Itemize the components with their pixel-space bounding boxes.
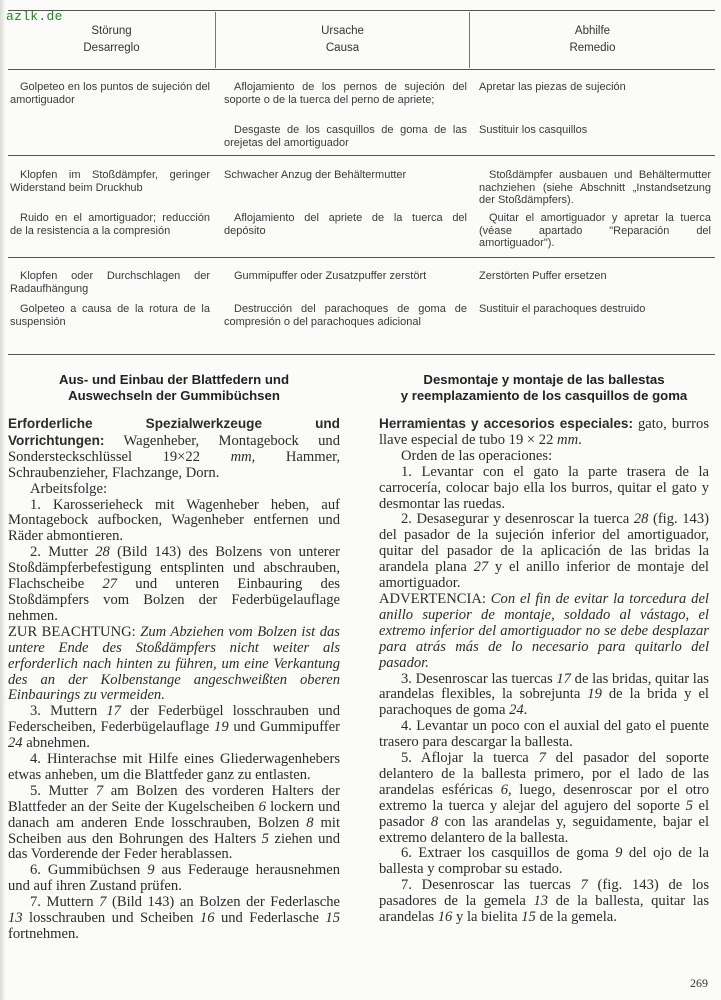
cell-remedy: Apretar las piezas de sujeción: [479, 81, 626, 93]
step-6: [8, 863, 340, 895]
text: , Hammer, Schraubenzieher, Flachzange, Dorn.: [8, 448, 341, 481]
text: Wagenheber, Montagebock und Sondersteckschlüssel 19×22: [8, 432, 340, 465]
cell-cause: Desgaste de los casquillos de goma de las orejetas del amortiguador: [224, 124, 467, 149]
text: 6. Gummibüchsen: [30, 862, 148, 879]
note-text: Zum Abziehen vom Bolzen ist das untere Ende des Stoßdämpfers nicht weiter als erforderlich nach hinten zu führen, um eine Verkantung des an der Kolbenstange angeschweißten oberen Einbaurings zu vermeiden.: [8, 623, 340, 704]
step-1: 1. Levantar con el gato la parte trasera de la carrocería, colocar bajo ella los burros, quitar el gato y desmontar las ruedas.: [379, 463, 709, 512]
cell-problem: Klopfen im Stoßdämpfer, geringer Widerstand beim Druckhub: [10, 169, 210, 194]
table-bottom-rule: [8, 354, 715, 355]
row-divider: [8, 257, 715, 258]
header-cause: [215, 12, 470, 68]
text: , luego, desenroscar por el otro extremo la tuerca y alejar del agujero del soporte: [379, 781, 709, 814]
text: 2. Mutter: [30, 544, 96, 561]
step-3: [379, 672, 709, 720]
note: [379, 592, 709, 672]
cell-remedy: Sustituir el parachoques destruido: [479, 303, 646, 315]
text: mit Scheiben aus den Bohrungen des Halters: [8, 814, 341, 847]
tools-label: Erforderliche Spezialwerkzeuge und Vorrichtungen:: [8, 416, 340, 448]
text: (Bild 143) an Bolzen der Federlasche: [106, 894, 341, 911]
cell-problem: Klopfen oder Durchschlagen der Radaufhängung: [10, 270, 210, 295]
header-label-de: Ursache: [321, 25, 364, 37]
text: und unteren Einbauring des Stoßdämpfers vom Bolzen der Federbügelauflage nehmen.: [8, 576, 340, 624]
step-3: [8, 704, 340, 752]
header-label-es: Causa: [325, 42, 360, 54]
step-7: [379, 878, 709, 926]
header-problem: [8, 12, 215, 68]
tools-paragraph: [379, 416, 709, 449]
column-german: [8, 372, 340, 943]
part-number: 24: [8, 735, 23, 752]
part-number: 13: [8, 910, 23, 927]
text: am Bolzen des vorderen Halters der Blattfeder an der Seite der Kugelscheiben: [8, 782, 340, 815]
table-row: [10, 303, 711, 328]
text: der Federbügel losschrauben und Federscheiben, Federbügelauflage: [8, 703, 340, 736]
part-number: 9: [615, 845, 623, 862]
part-number: 13: [533, 893, 549, 910]
part-number: 24: [509, 702, 524, 719]
text: .: [578, 431, 582, 448]
text: und Gummipuffer: [228, 719, 340, 736]
text: 5. Mutter: [30, 782, 96, 799]
step-5: [379, 751, 709, 846]
part-number: 28: [633, 511, 649, 528]
note-text: Con el fin de evitar la torcedura del anillo superior de montaje, soldado al vástago, el extremo inferior del amortiguador no se debe desplazar para atrás más de lo necesario para quitarlo del pasador.: [379, 590, 709, 671]
cell-problem: Ruido en el amortiguador; reducción de la resistencia a la compresión: [10, 212, 210, 237]
table-row: [10, 270, 711, 295]
text: und Federlasche: [214, 910, 326, 927]
text: 7. Desenroscar las tuercas: [401, 877, 581, 894]
part-number: 5: [685, 797, 693, 814]
text: .: [523, 702, 528, 719]
text: 3. Muttern: [30, 703, 107, 720]
part-number: 9: [147, 862, 155, 879]
part-number: 7: [538, 750, 546, 767]
header-remedy: [470, 12, 715, 68]
cell-empty: [10, 124, 210, 149]
text: fortnehmen.: [8, 926, 79, 942]
part-number: 27: [473, 559, 489, 576]
note-label: ADVERTENCIA:: [379, 590, 491, 607]
text: el pasador: [379, 797, 710, 830]
part-number: 8: [306, 814, 314, 831]
table-header-rule: [8, 69, 715, 70]
part-number: 17: [106, 703, 121, 720]
part-number: 6: [500, 781, 508, 798]
text: 7. Muttern: [30, 894, 100, 911]
cell-cause: Schwacher Anzug der Behältermutter: [224, 169, 407, 181]
text: del pasador del soporte delantero de la ballesta primero, por el lado de las arandelas esféricas: [379, 750, 709, 798]
table-row: [10, 81, 711, 106]
heading-line: y reemplazamiento de los casquillos de goma: [400, 388, 688, 403]
part-number: 5: [261, 830, 269, 847]
table-row: [10, 169, 711, 207]
cell-remedy: Stoßdämpfer ausbauen und Behältermutter nachziehen (siehe Abschnitt „Instandsetzung der Stoßdämpfers).: [479, 169, 711, 207]
part-number: 17: [556, 670, 571, 687]
cell-cause: Gummipuffer oder Zusatzpuffer zerstört: [234, 270, 427, 282]
text: 6. Extraer los casquillos de goma: [401, 845, 616, 862]
text: y la bielita: [452, 909, 522, 926]
unit: mm: [557, 431, 579, 448]
step-7: [8, 895, 340, 943]
table-top-rule: [8, 10, 715, 11]
table-row: [10, 124, 711, 149]
table-header: [8, 12, 715, 68]
text: (fig. 143) de los pasadores de la gemela: [379, 877, 709, 910]
tools-label: Herramientas y accesorios especiales:: [379, 416, 634, 431]
sequence-label: Orden de las operaciones:: [401, 447, 553, 464]
text: (fig. 143) del pasador de la sujeción inferior del amortiguador, quitar del pasador de la aplicación de las bridas la arandela plana: [379, 511, 709, 576]
tools-paragraph: [8, 416, 340, 482]
part-number: 7: [99, 894, 107, 911]
text: con las arandelas y, seguidamente, bajar el extremo delantero de la ballesta.: [379, 813, 709, 846]
text: y el anillo inferior de montaje del amortiguador.: [379, 559, 709, 592]
step-5: [8, 784, 340, 864]
text: abnehmen.: [22, 735, 90, 752]
part-number: 8: [430, 813, 439, 830]
text: de la brida y el parachoques de goma: [379, 686, 709, 719]
text: ziehen und das Vorderende der Feder herablassen.: [8, 830, 340, 863]
text: del ojo de la ballesta y comprobar su estado.: [379, 845, 709, 878]
step-4: 4. Levantar un poco con el auxial del gato el puente trasero para descargar la ballesta.: [379, 718, 709, 751]
cell-cause: Destrucción del parachoques de goma de compresión o del parachoques adicional: [224, 303, 467, 328]
note: [8, 625, 340, 705]
text: de la gemela.: [535, 909, 617, 926]
part-number: 6: [258, 798, 266, 815]
cell-remedy: Zerstörten Puffer ersetzen: [479, 270, 607, 282]
header-label-es: Desarreglo: [83, 42, 140, 54]
text: de las bridas, quitar las arandelas flexibles, la sobrejunta: [379, 670, 709, 703]
part-number: 27: [102, 576, 118, 593]
text: 5. Aflojar la tuerca: [401, 750, 539, 767]
text: 3. Desenroscar las tuercas: [401, 670, 557, 687]
step-4: 4. Hinterachse mit Hilfe eines Gliederwagenhebers etwas anheben, um die Blattfeder ganz zu entlasten.: [8, 751, 340, 783]
step-6: [379, 846, 709, 878]
section-heading: [8, 372, 340, 404]
text: lockern und danach am anderen Ende losschrauben, Bolzen: [8, 798, 340, 831]
cell-remedy: Sustituir los casquillos: [479, 124, 588, 136]
heading-line: Auswechseln der Gummibüchsen: [68, 388, 280, 403]
heading-line: Desmontaje y montaje de las ballestas: [423, 372, 665, 387]
step-1: 1. Karosserieheck mit Wagenheber heben, auf Montagebock aufbocken, Wagenheber entfernen und Räder abmontieren.: [8, 496, 340, 545]
text: (Bild 143) des Bolzens von unterer Stoßdämpferbefestigung entsplinten und abschrauben, Flachscheibe: [8, 544, 341, 593]
text: de la ballesta, quitar las arandelas: [379, 893, 710, 926]
watermark: azlk.de: [6, 9, 63, 24]
column-spanish: [379, 372, 709, 926]
header-label-es: Remedio: [569, 42, 616, 54]
text: aus Federauge herausnehmen und auf ihren Zustand prüfen.: [8, 862, 340, 895]
note-label: ZUR BEACHTUNG:: [8, 623, 141, 640]
unit: mm: [230, 448, 252, 465]
section-heading: [379, 372, 709, 404]
sequence-label: Arbeitsfolge:: [30, 480, 108, 497]
text: 2. Desasegurar y desenroscar la tuerca: [401, 511, 634, 528]
part-number: 7: [580, 877, 588, 894]
page-edge-shadow: [0, 0, 6, 1000]
text: gato, burros llave especial de tubo 19 × 22: [379, 416, 709, 448]
part-number: 28: [95, 544, 110, 561]
cell-problem: Golpeteo en los puntos de sujeción del amortiguador: [10, 81, 210, 106]
part-number: 7: [95, 782, 104, 799]
header-label-de: Abhilfe: [574, 25, 611, 37]
part-number: 15: [521, 909, 536, 926]
cell-problem: Golpeteo a causa de la rotura de la suspensión: [10, 303, 210, 328]
row-divider: [8, 155, 715, 156]
cell-remedy: Quitar el amortiguador y apretar la tuerca (véase apartado "Reparación del amortiguador").: [479, 212, 711, 250]
part-number: 16: [199, 910, 215, 927]
text: losschrauben und Scheiben: [22, 910, 200, 927]
table-row: [10, 212, 711, 250]
header-label-de: Störung: [91, 25, 132, 37]
part-number: 16: [437, 909, 453, 926]
step-2: [379, 512, 709, 592]
cell-cause: Aflojamiento del apriete de la tuerca del depósito: [224, 212, 467, 237]
part-number: 19: [587, 686, 602, 703]
part-number: 19: [214, 719, 229, 736]
heading-line: Aus- und Einbau der Blattfedern und: [58, 372, 290, 387]
page-number: 269: [690, 976, 708, 990]
cell-cause: Aflojamiento de los pernos de sujeción del soporte o de la tuerca del perno de apriete;: [224, 81, 467, 106]
part-number: 15: [325, 910, 341, 927]
step-2: [8, 545, 340, 625]
